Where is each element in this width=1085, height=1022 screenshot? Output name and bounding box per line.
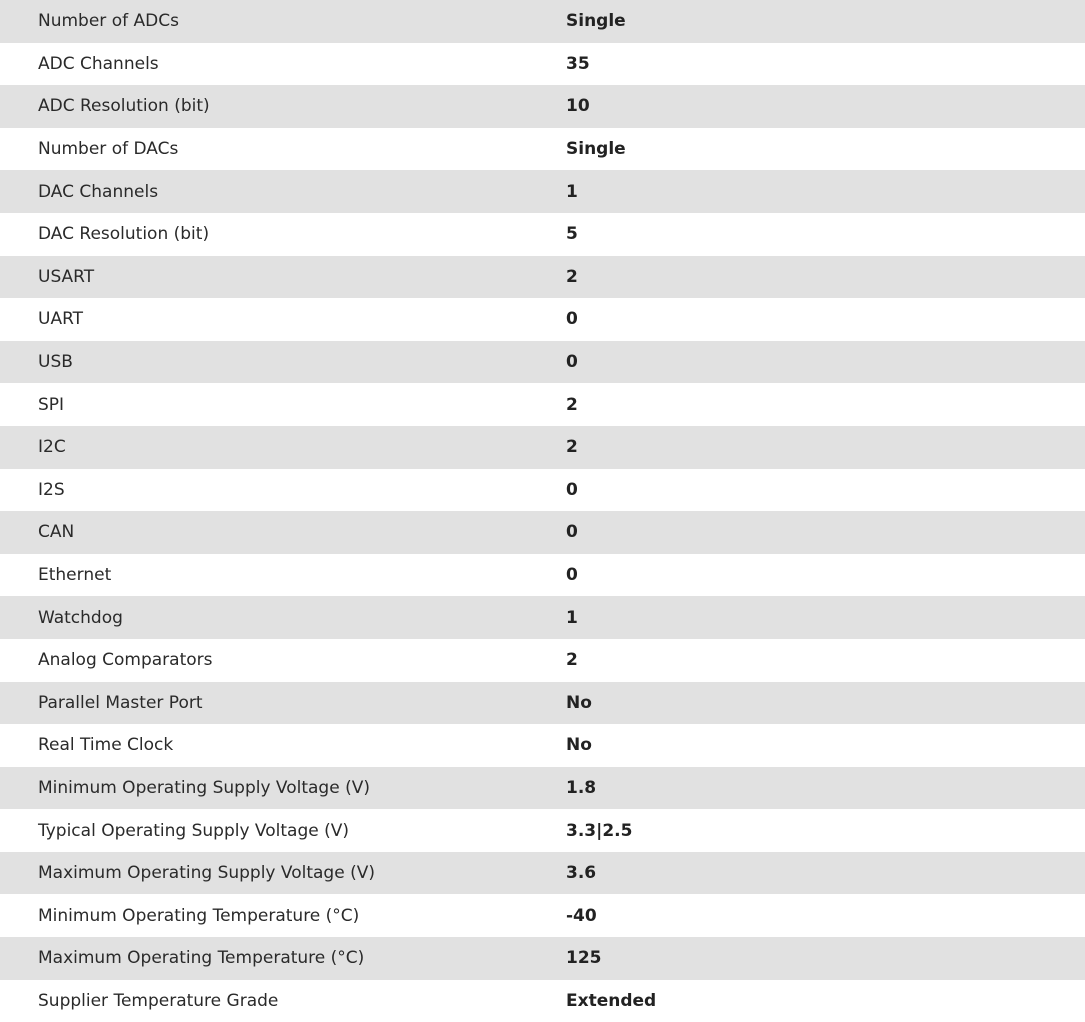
spec-row-parallel-master-port: [0, 682, 1085, 725]
spec-label: Minimum Operating Temperature (°C): [38, 905, 360, 926]
spec-row-min-supply-voltage: [0, 767, 1085, 810]
spec-row-number-of-dacs: [0, 128, 1085, 171]
spec-value: 1: [566, 607, 578, 628]
spec-row-usb: [0, 341, 1085, 384]
spec-row-usart: [0, 256, 1085, 299]
spec-label: ADC Resolution (bit): [38, 96, 210, 117]
spec-value: Single: [566, 139, 626, 160]
spec-value: 3.6: [566, 863, 597, 884]
spec-label: Typical Operating Supply Voltage (V): [38, 820, 349, 841]
spec-value: 1.8: [566, 777, 597, 798]
spec-row-adc-resolution: [0, 85, 1085, 128]
spec-value: -40: [566, 905, 597, 926]
spec-label: Real Time Clock: [38, 735, 174, 756]
spec-value: 0: [566, 479, 578, 500]
spec-value: 2: [566, 394, 578, 415]
spec-value: 35: [566, 53, 590, 74]
spec-value: 0: [566, 352, 578, 373]
spec-value: 0: [566, 522, 578, 543]
spec-label: I2C: [38, 437, 66, 458]
spec-row-min-temperature: [0, 894, 1085, 937]
spec-row-max-supply-voltage: [0, 852, 1085, 895]
spec-value: 1: [566, 181, 578, 202]
spec-value: 2: [566, 650, 578, 671]
spec-label: USB: [38, 352, 73, 373]
spec-value: 10: [566, 96, 590, 117]
spec-label: Parallel Master Port: [38, 692, 203, 713]
spec-value: Extended: [566, 990, 657, 1011]
spec-label: Supplier Temperature Grade: [38, 990, 279, 1011]
spec-row-i2s: [0, 469, 1085, 512]
spec-value: Single: [566, 11, 626, 32]
spec-row-ethernet: [0, 554, 1085, 597]
spec-row-max-temperature: [0, 937, 1085, 980]
spec-value: No: [566, 692, 592, 713]
spec-label: UART: [38, 309, 84, 330]
spec-label: SPI: [38, 394, 65, 415]
spec-row-real-time-clock: [0, 724, 1085, 767]
spec-row-adc-channels: [0, 43, 1085, 86]
spec-row-number-of-adcs: [0, 0, 1085, 43]
spec-label: ADC Channels: [38, 53, 159, 74]
spec-row-analog-comparators: [0, 639, 1085, 682]
spec-label: Number of DACs: [38, 139, 179, 160]
spec-row-dac-channels: [0, 170, 1085, 213]
spec-label: I2S: [38, 479, 65, 500]
spec-label: Number of ADCs: [38, 11, 179, 32]
spec-label: DAC Channels: [38, 181, 159, 202]
spec-row-can: [0, 511, 1085, 554]
spec-label: Minimum Operating Supply Voltage (V): [38, 777, 370, 798]
spec-value: 3.3|2.5: [566, 820, 633, 841]
spec-value: 5: [566, 224, 578, 245]
spec-value: 0: [566, 309, 578, 330]
spec-label: Analog Comparators: [38, 650, 213, 671]
spec-row-dac-resolution: [0, 213, 1085, 256]
spec-label: USART: [38, 266, 95, 287]
spec-row-temperature-grade: [0, 980, 1085, 1022]
spec-value: 2: [566, 437, 578, 458]
spec-label: Maximum Operating Temperature (°C): [38, 948, 365, 969]
spec-row-spi: [0, 383, 1085, 426]
spec-label: DAC Resolution (bit): [38, 224, 210, 245]
spec-value: No: [566, 735, 592, 756]
spec-label: Maximum Operating Supply Voltage (V): [38, 863, 375, 884]
spec-value: 0: [566, 565, 578, 586]
spec-label: Watchdog: [38, 607, 123, 628]
spec-row-i2c: [0, 426, 1085, 469]
spec-row-uart: [0, 298, 1085, 341]
spec-row-typical-supply-voltage: [0, 809, 1085, 852]
spec-value: 125: [566, 948, 602, 969]
spec-label: CAN: [38, 522, 75, 543]
spec-value: 2: [566, 266, 578, 287]
spec-row-watchdog: [0, 596, 1085, 639]
spec-label: Ethernet: [38, 565, 112, 586]
